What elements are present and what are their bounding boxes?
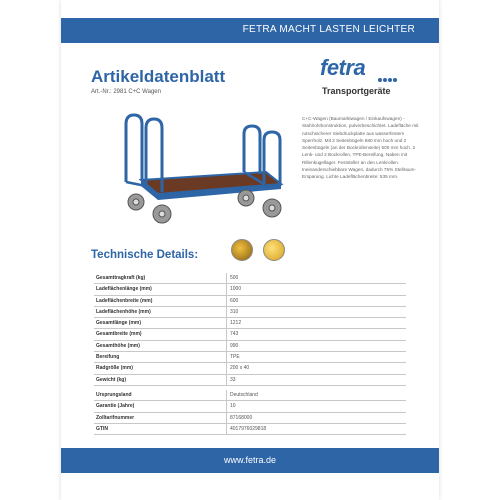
- table-row: Ladeflächenlänge (mm) 1000: [94, 284, 406, 295]
- warranty-seal-icon: [263, 239, 285, 261]
- product-description: C+C-Wagen (Baumarktwagen / Einkaufswagen) - Stahlrohrkonstruktion, pulverbeschichtet. Ladefläche mit rutschsicherer Siebdruckplatte aus wasserfestem Sperrholz. Mit 2 Seitenbügeln 680 mm hoch und 2 Seitenbügeln (an der Bockrollenseite) 500 mm hoch. 2 Lenk- und 2 Bockrollen, TPE-Bereifung, Naben mit Rillenkugellager. Feststeller an den Lenkrollen. Ineinanderschiebbare Wagen, dadurch 75% Stellraum-Ersparung. Lichte Ladeflächenbreite: 535 mm.: [302, 116, 419, 180]
- table-row: Gewicht (kg) 33: [94, 375, 406, 386]
- table-row: GTIN 4017976029818: [94, 424, 406, 435]
- brand-subtitle: Transportgeräte: [322, 86, 391, 96]
- section-title: Technische Details:: [91, 249, 199, 261]
- table-row: Radgröße (mm) 200 x 40: [94, 363, 406, 374]
- page-title: Artikeldatenblatt: [91, 67, 226, 86]
- article-number: Art.-Nr.: 2981 C+C Wagen: [91, 89, 161, 95]
- footer-banner: [61, 448, 439, 473]
- quality-seal-icon: [231, 239, 253, 261]
- datasheet-page: [61, 0, 439, 500]
- fetra-logo: [320, 55, 400, 81]
- table-row: Gesamthöhe (mm) 990: [94, 341, 406, 352]
- table-row: Ursprungsland Deutschland: [94, 390, 406, 401]
- table-row: Gesamttragkraft (kg) 500: [94, 273, 406, 284]
- logo-dots-icon: [378, 69, 398, 87]
- footer-url[interactable]: www.fetra.de: [223, 455, 277, 465]
- top-banner: [61, 18, 439, 43]
- spec-table: [94, 273, 406, 435]
- table-row: Ladeflächenhöhe (mm) 310: [94, 307, 406, 318]
- product-image: [96, 112, 286, 230]
- logo-word: fetra: [320, 55, 366, 80]
- table-row: Zolltarifnummer 87168000: [94, 413, 406, 424]
- table-row: Gesamtbreite (mm) 743: [94, 329, 406, 340]
- table-row: Ladeflächenbreite (mm) 600: [94, 296, 406, 307]
- table-row: Gesamtlänge (mm) 1212: [94, 318, 406, 329]
- table-row: Garantie (Jahre) 10: [94, 401, 406, 412]
- table-row: Bereifung TPE: [94, 352, 406, 363]
- slogan: FETRA MACHT LASTEN LEICHTER: [242, 24, 415, 35]
